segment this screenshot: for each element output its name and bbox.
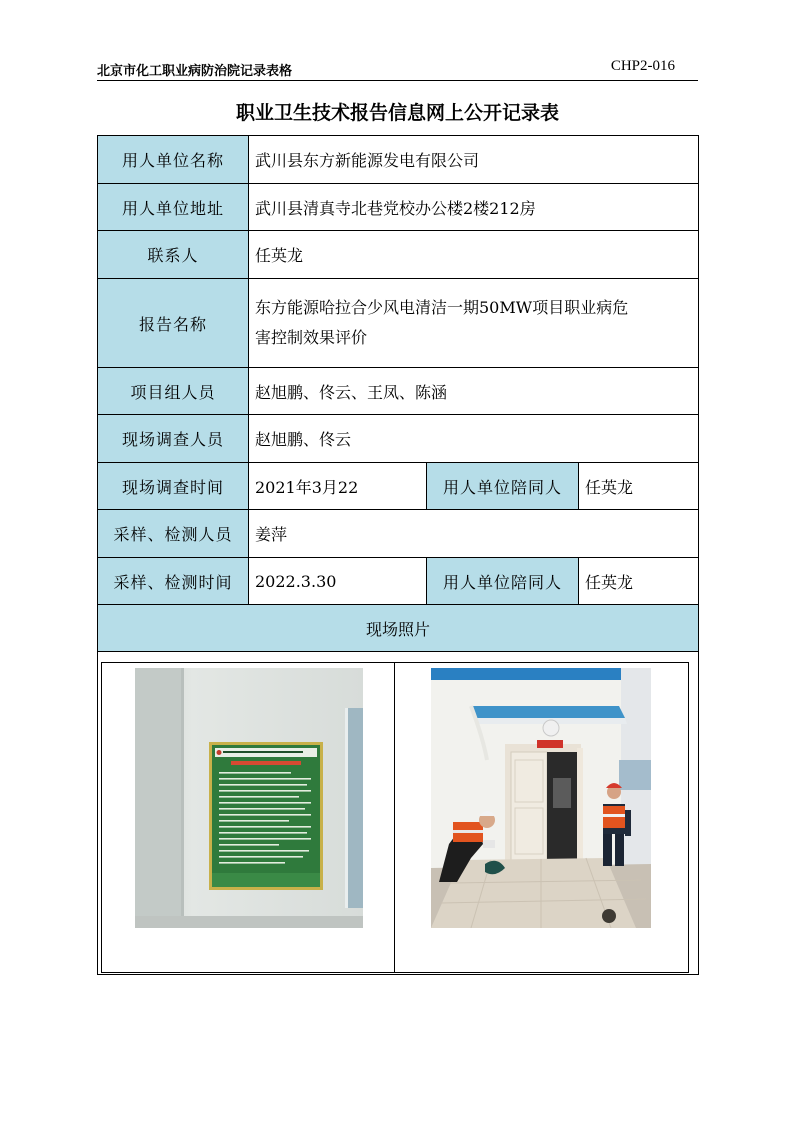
survey-staff-label: 现场调查人员 — [98, 415, 249, 463]
page-title: 职业卫生技术报告信息网上公开记录表 — [235, 102, 559, 124]
sampling-staff-value: 姜萍 — [249, 510, 699, 558]
employer-name-label: 用人单位名称 — [98, 136, 249, 184]
survey-time-value: 2021年3月22 — [249, 463, 427, 510]
report-name-label: 报告名称 — [98, 279, 249, 368]
survey-companion-label: 用人单位陪同人 — [427, 463, 579, 510]
photos-grid — [101, 662, 689, 973]
report-name-value — [249, 279, 699, 368]
header-code: CHP2-016 — [610, 58, 675, 74]
table-row — [98, 415, 699, 463]
sampling-staff-label: 采样、检测人员 — [98, 510, 249, 558]
site-photo-entrance — [431, 668, 651, 928]
contact-label: 联系人 — [98, 231, 249, 279]
site-photo-notice-board — [135, 668, 363, 928]
sampling-companion-value: 任英龙 — [579, 558, 699, 605]
employer-name-value: 武川县东方新能源发电有限公司 — [249, 136, 699, 184]
table-row — [98, 368, 699, 415]
table-row — [98, 510, 699, 558]
sampling-companion-label: 用人单位陪同人 — [427, 558, 579, 605]
survey-time-label: 现场调查时间 — [98, 463, 249, 510]
table-row — [98, 279, 699, 368]
sampling-time-label: 采样、检测时间 — [98, 558, 249, 605]
contact-value: 任英龙 — [249, 231, 699, 279]
team-label: 项目组人员 — [98, 368, 249, 415]
table-row — [98, 184, 699, 231]
header-divider — [97, 80, 698, 81]
survey-companion-value: 任英龙 — [579, 463, 699, 510]
photos-header: 现场照片 — [98, 605, 699, 652]
table-row — [98, 558, 699, 605]
employer-address-value: 武川县清真寺北巷党校办公楼2楼212房 — [249, 184, 699, 231]
team-value: 赵旭鹏、佟云、王凤、陈涵 — [249, 368, 699, 415]
table-row — [98, 136, 699, 184]
report-name-line2: 害控制效果评价 — [255, 328, 368, 347]
header-org: 北京市化工职业病防治院记录表格 — [97, 64, 293, 79]
survey-staff-value: 赵旭鹏、佟云 — [249, 415, 699, 463]
table-row — [98, 463, 699, 510]
table-row — [98, 605, 699, 652]
employer-address-label: 用人单位地址 — [98, 184, 249, 231]
table-row — [98, 231, 699, 279]
report-name-line1: 东方能源哈拉合少风电清洁一期50MW项目职业病危 — [255, 298, 629, 317]
sampling-time-value: 2022.3.30 — [249, 558, 427, 605]
photos-divider — [394, 663, 395, 972]
